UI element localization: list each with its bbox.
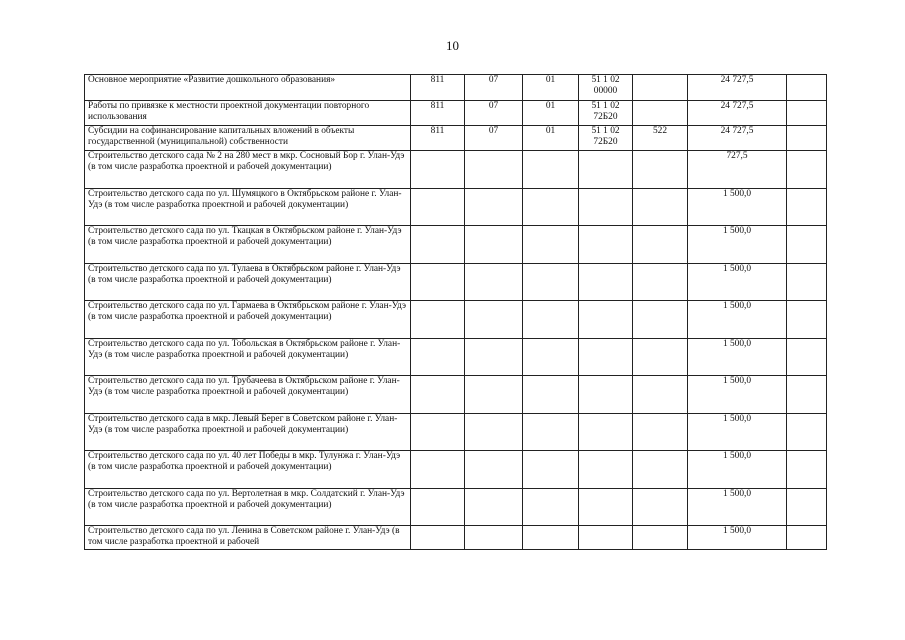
- row-code-cell-c5: [633, 526, 688, 550]
- row-code-cell-c5: [633, 451, 688, 489]
- row-code-cell-c2: 07: [465, 126, 523, 151]
- table-row: [85, 526, 827, 550]
- row-code-cell-c2: [465, 151, 523, 189]
- page-number: 10: [446, 38, 459, 53]
- table-row: [85, 101, 827, 126]
- row-extra-cell: [787, 489, 827, 526]
- row-code-cell-c1: [411, 489, 465, 526]
- row-sum-cell: 24 727,5: [688, 126, 787, 151]
- table-row: [85, 451, 827, 489]
- row-extra-cell: [787, 101, 827, 126]
- row-code-cell-c4: [579, 301, 633, 339]
- row-code-cell-c2: 07: [465, 101, 523, 126]
- row-code-cell-c2: [465, 226, 523, 264]
- table-row: [85, 126, 827, 151]
- row-name-cell: Основное мероприятие «Развитие дошкольного образования»: [85, 75, 411, 101]
- row-code-cell-c5: [633, 101, 688, 126]
- row-extra-cell: [787, 526, 827, 550]
- row-code-cell-c2: [465, 301, 523, 339]
- row-sum-cell: 1 500,0: [688, 339, 787, 376]
- row-code-cell-c5: [633, 489, 688, 526]
- row-name-cell: Строительство детского сада по ул. Тобольская в Октябрьском районе г. Улан-Удэ (в том числе разработка проектной и рабочей документации): [85, 339, 411, 376]
- row-code-cell-c1: [411, 226, 465, 264]
- row-code-cell-c1: [411, 301, 465, 339]
- row-name-cell: Субсидии на софинансирование капитальных вложений в объекты государственной (муниципальной) собственности: [85, 126, 411, 151]
- row-sum-cell: 1 500,0: [688, 264, 787, 301]
- table-row: [85, 489, 827, 526]
- row-code-cell-c5: [633, 376, 688, 414]
- row-sum-cell: 1 500,0: [688, 489, 787, 526]
- row-name-cell: Строительство детского сада по ул. Вертолетная в мкр. Солдатский г. Улан-Удэ (в том числе разработка проектной и рабочей документации): [85, 489, 411, 526]
- row-code-cell-c4: [579, 151, 633, 189]
- row-extra-cell: [787, 339, 827, 376]
- row-code-cell-c2: [465, 189, 523, 226]
- row-code-cell-c5: [633, 75, 688, 101]
- row-sum-cell: 727,5: [688, 151, 787, 189]
- table-row: [85, 414, 827, 451]
- row-code-cell-c5: 522: [633, 126, 688, 151]
- row-code-cell-c3: [523, 226, 579, 264]
- row-code-cell-c3: [523, 189, 579, 226]
- row-extra-cell: [787, 451, 827, 489]
- row-sum-cell: 24 727,5: [688, 101, 787, 126]
- row-extra-cell: [787, 376, 827, 414]
- row-code-cell-c4: 51 1 02 72Б20: [579, 101, 633, 126]
- row-code-cell-c1: [411, 451, 465, 489]
- row-code-cell-c3: [523, 414, 579, 451]
- row-name-cell: Строительство детского сада по ул. Тулаева в Октябрьском районе г. Улан-Удэ (в том числе разработка проектной и рабочей документации): [85, 264, 411, 301]
- table-row: [85, 226, 827, 264]
- row-code-cell-c4: 51 1 02 00000: [579, 75, 633, 101]
- row-code-cell-c5: [633, 226, 688, 264]
- row-code-cell-c4: [579, 489, 633, 526]
- row-code-cell-c1: [411, 526, 465, 550]
- row-code-cell-c3: 01: [523, 126, 579, 151]
- row-code-cell-c3: [523, 151, 579, 189]
- row-code-cell-c4: [579, 264, 633, 301]
- table-row: [85, 376, 827, 414]
- row-code-cell-c1: 811: [411, 75, 465, 101]
- row-sum-cell: 1 500,0: [688, 226, 787, 264]
- row-code-cell-c1: [411, 414, 465, 451]
- row-code-cell-c4: [579, 526, 633, 550]
- table-row: [85, 264, 827, 301]
- row-sum-cell: 1 500,0: [688, 301, 787, 339]
- row-code-cell-c4: [579, 189, 633, 226]
- row-code-cell-c2: [465, 376, 523, 414]
- row-extra-cell: [787, 189, 827, 226]
- row-name-cell: Строительство детского сада по ул. Гармаева в Октябрьском районе г. Улан-Удэ (в том числе разработка проектной и рабочей документации): [85, 301, 411, 339]
- row-extra-cell: [787, 414, 827, 451]
- table-row: [85, 151, 827, 189]
- row-code-cell-c1: 811: [411, 101, 465, 126]
- row-code-cell-c3: 01: [523, 101, 579, 126]
- row-code-cell-c2: 07: [465, 75, 523, 101]
- row-code-cell-c2: [465, 339, 523, 376]
- row-code-cell-c5: [633, 151, 688, 189]
- row-code-cell-c4: [579, 451, 633, 489]
- row-name-cell: Строительство детского сада № 2 на 280 мест в мкр. Сосновый Бор г. Улан-Удэ (в том числе разработка проектной и рабочей документации): [85, 151, 411, 189]
- row-code-cell-c1: [411, 376, 465, 414]
- row-code-cell-c5: [633, 414, 688, 451]
- row-sum-cell: 1 500,0: [688, 376, 787, 414]
- row-code-cell-c2: [465, 489, 523, 526]
- row-code-cell-c5: [633, 189, 688, 226]
- row-name-cell: Строительство детского сада по ул. 40 лет Победы в мкр. Тулунжа г. Улан-Удэ (в том числе разработка проектной и рабочей документации): [85, 451, 411, 489]
- row-code-cell-c4: [579, 376, 633, 414]
- row-code-cell-c1: [411, 151, 465, 189]
- row-code-cell-c3: [523, 339, 579, 376]
- table-body: [85, 75, 827, 550]
- table-row: [85, 301, 827, 339]
- row-code-cell-c3: [523, 451, 579, 489]
- row-sum-cell: 1 500,0: [688, 526, 787, 550]
- row-sum-cell: 24 727,5: [688, 75, 787, 101]
- row-name-cell: Строительство детского сада по ул. Ткацкая в Октябрьском районе г. Улан-Удэ (в том числе разработка проектной и рабочей документации): [85, 226, 411, 264]
- table-row: [85, 75, 827, 101]
- row-code-cell-c3: [523, 301, 579, 339]
- row-code-cell-c2: [465, 264, 523, 301]
- row-sum-cell: 1 500,0: [688, 414, 787, 451]
- row-extra-cell: [787, 75, 827, 101]
- table-row: [85, 339, 827, 376]
- row-code-cell-c5: [633, 264, 688, 301]
- row-code-cell-c1: 811: [411, 126, 465, 151]
- row-name-cell: Строительство детского сада по ул. Шумяцкого в Октябрьском районе г. Улан-Удэ (в том числе разработка проектной и рабочей документации): [85, 189, 411, 226]
- row-extra-cell: [787, 226, 827, 264]
- row-code-cell-c2: [465, 414, 523, 451]
- row-sum-cell: 1 500,0: [688, 451, 787, 489]
- row-name-cell: Работы по привязке к местности проектной документации повторного использования: [85, 101, 411, 126]
- row-extra-cell: [787, 126, 827, 151]
- row-extra-cell: [787, 301, 827, 339]
- row-code-cell-c3: [523, 526, 579, 550]
- row-code-cell-c5: [633, 301, 688, 339]
- row-code-cell-c3: [523, 264, 579, 301]
- row-code-cell-c2: [465, 451, 523, 489]
- row-code-cell-c4: [579, 414, 633, 451]
- row-name-cell: Строительство детского сада в мкр. Левый Берег в Советском районе г. Улан-Удэ (в том числе разработка проектной и рабочей документации): [85, 414, 411, 451]
- row-extra-cell: [787, 151, 827, 189]
- row-code-cell-c3: [523, 489, 579, 526]
- row-name-cell: Строительство детского сада по ул. Ленина в Советском районе г. Улан-Удэ (в том числе разработка проектной и рабочей: [85, 526, 411, 550]
- table-row: [85, 189, 827, 226]
- row-code-cell-c5: [633, 339, 688, 376]
- row-code-cell-c4: [579, 226, 633, 264]
- row-code-cell-c1: [411, 189, 465, 226]
- row-name-cell: Строительство детского сада по ул. Трубачеева в Октябрьском районе г. Улан-Удэ (в том числе разработка проектной и рабочей документации): [85, 376, 411, 414]
- row-code-cell-c4: 51 1 02 72Б20: [579, 126, 633, 151]
- row-code-cell-c3: [523, 376, 579, 414]
- row-code-cell-c1: [411, 339, 465, 376]
- budget-table: [84, 74, 827, 550]
- row-code-cell-c3: 01: [523, 75, 579, 101]
- row-code-cell-c2: [465, 526, 523, 550]
- row-sum-cell: 1 500,0: [688, 189, 787, 226]
- row-extra-cell: [787, 264, 827, 301]
- row-code-cell-c1: [411, 264, 465, 301]
- row-code-cell-c4: [579, 339, 633, 376]
